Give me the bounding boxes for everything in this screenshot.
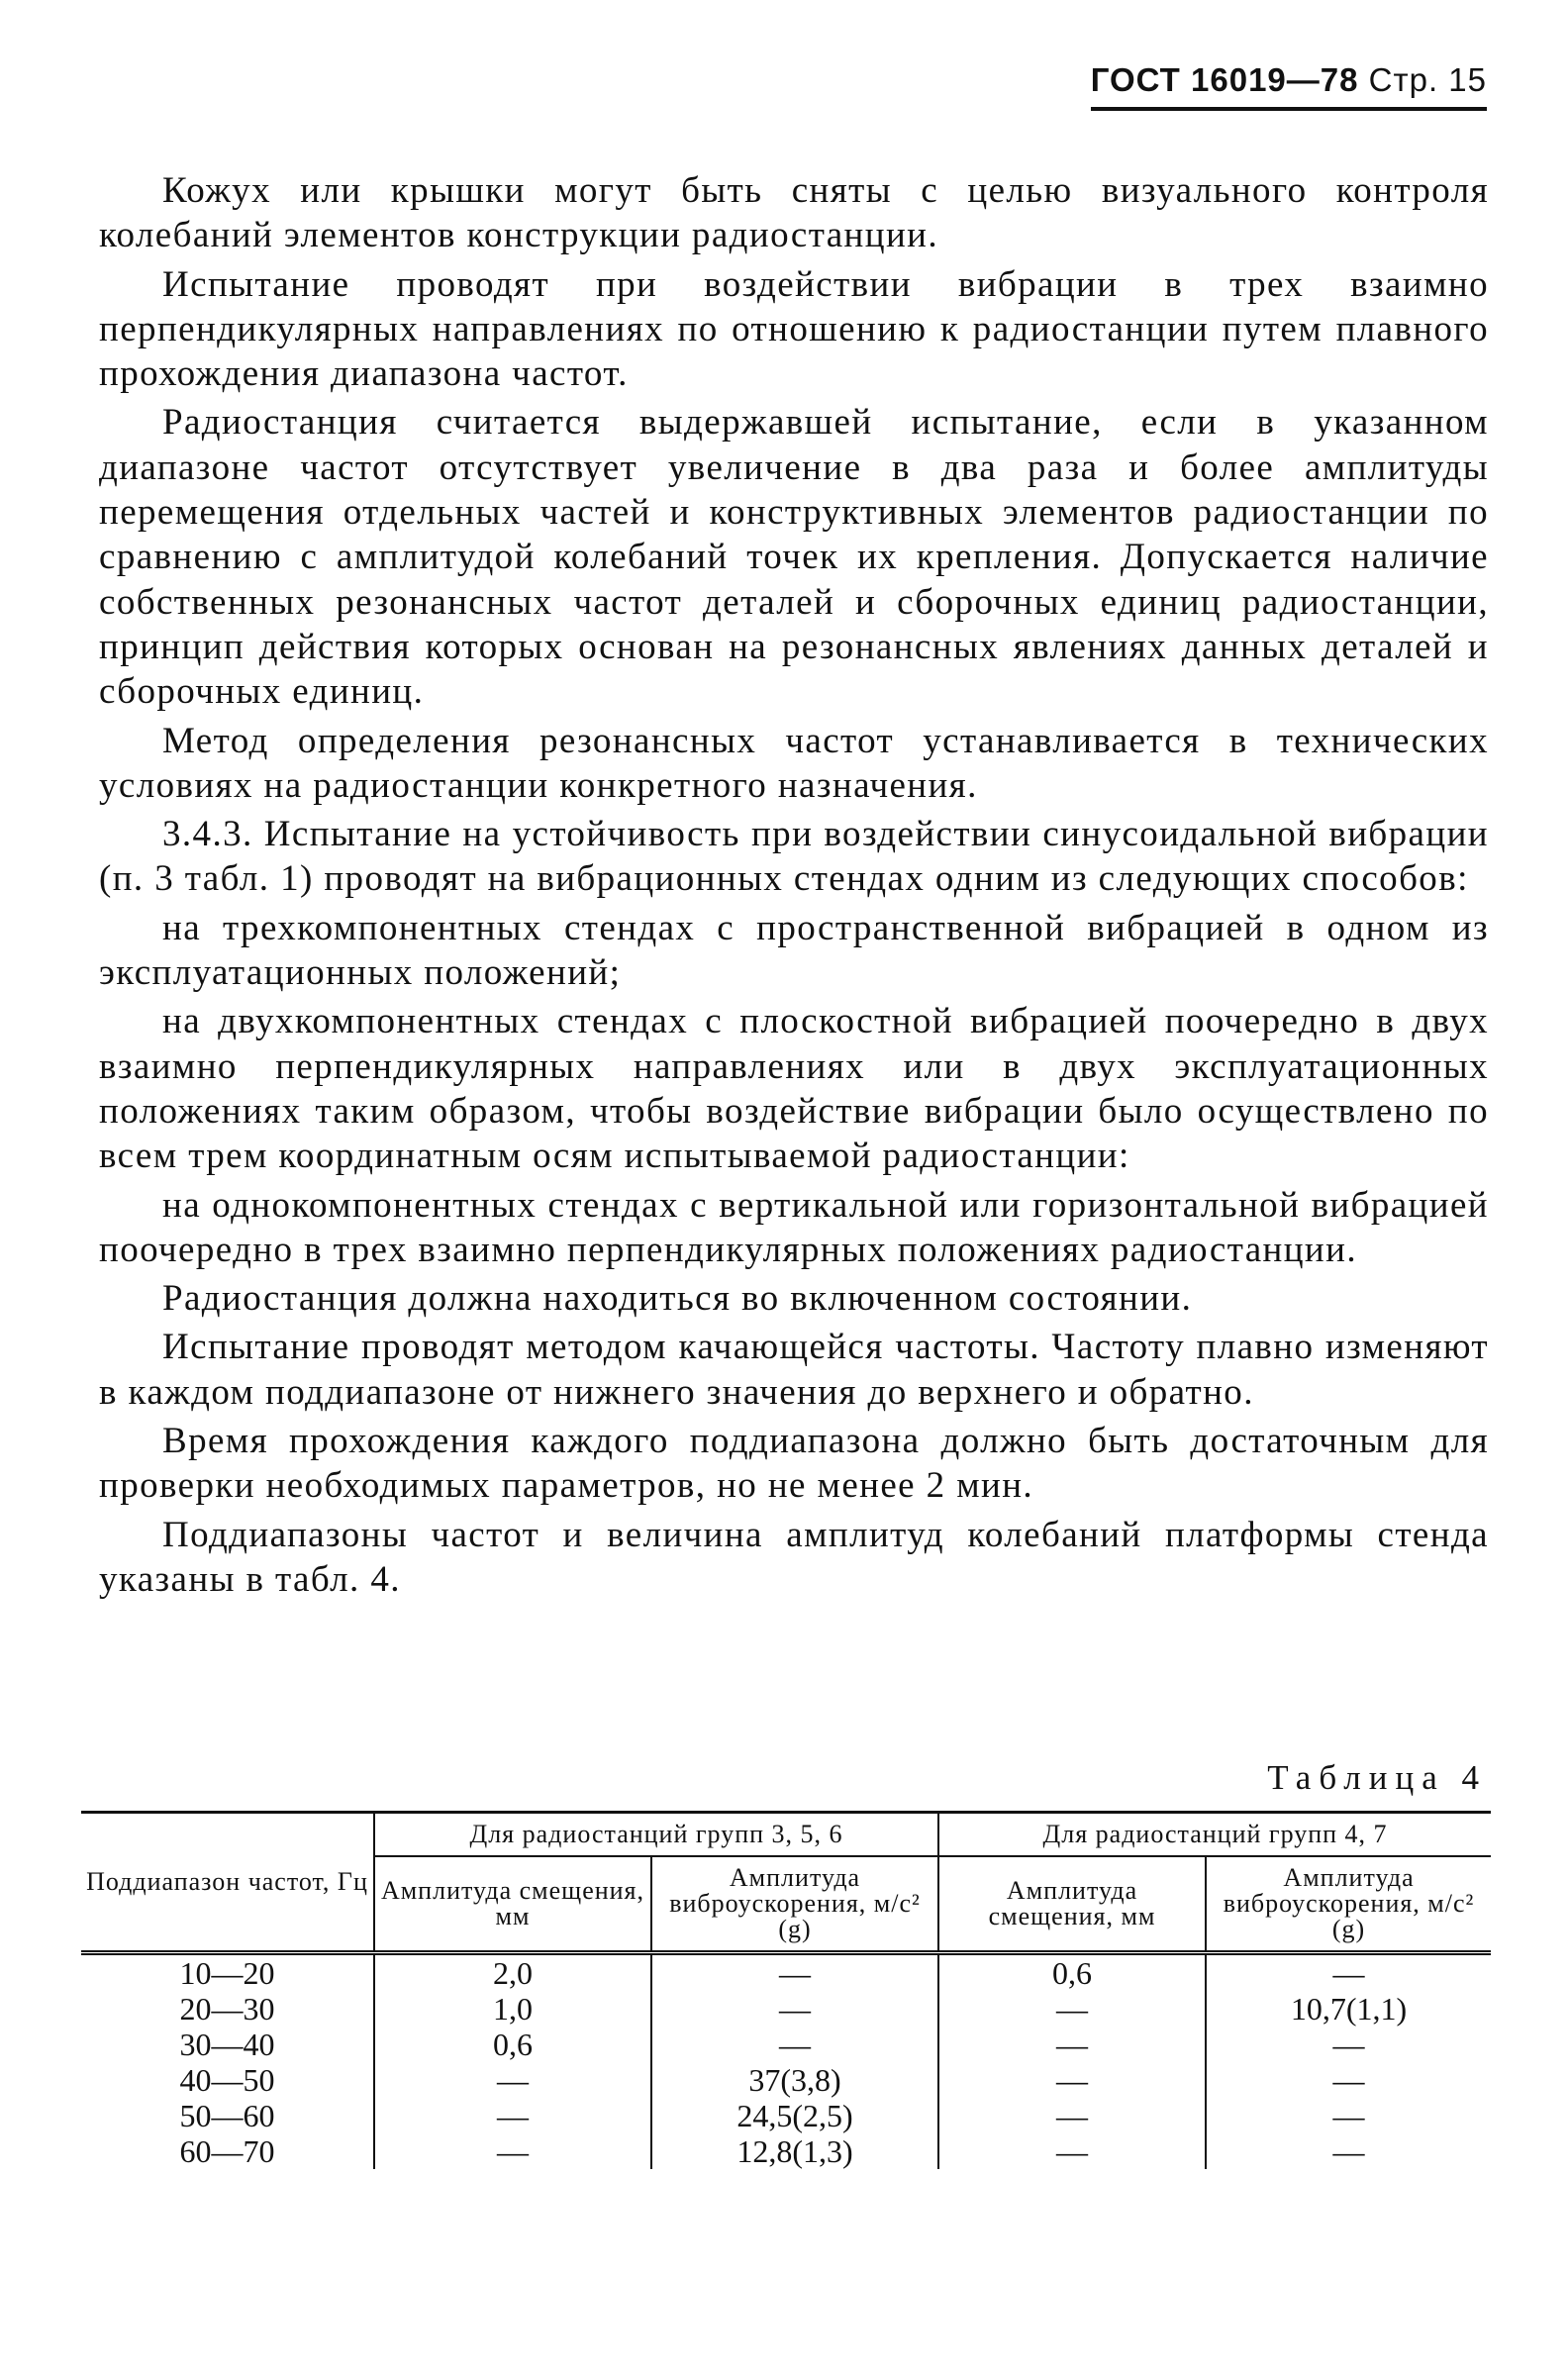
paragraph: 3.4.3. Испытание на устойчивость при воздействии синусоидальной вибрации (п. 3 табл. 1) проводят на вибрационных стендах одним из следующих способов: — [99, 814, 1489, 900]
cell-b-acceleration: 10,7(1,1) — [1206, 1991, 1491, 2027]
cell-b-acceleration: — — [1206, 2062, 1491, 2098]
cell-a-displacement: — — [374, 2062, 651, 2098]
table-caption: Таблица 4 — [1267, 1758, 1487, 1797]
cell-range: 30—40 — [179, 2027, 275, 2062]
cell-a-displacement: — — [374, 2098, 651, 2133]
header-b-displacement: Амплитуда смещения, мм — [938, 1856, 1206, 1953]
cell-b-acceleration: — — [1206, 2098, 1491, 2133]
paragraph: на однокомпонентных стендах с вертикальной или горизонтальной вибрацией поочередно в трех взаимно перпендикулярных положениях радиостанции. — [99, 1184, 1489, 1270]
paragraph: на трехкомпонентных стендах с пространственной вибрацией в одном из эксплуатационных положений; — [99, 907, 1489, 994]
cell-b-displacement: — — [938, 2027, 1206, 2062]
document-code: ГОСТ 16019—78 — [1090, 61, 1359, 98]
cell-a-displacement: 2,0 — [374, 1955, 651, 1991]
header-group-a: Для радиостанций групп 3, 5, 6 — [374, 1813, 938, 1857]
cell-b-acceleration: — — [1206, 1955, 1491, 1991]
cell-b-displacement: 0,6 — [938, 1955, 1206, 1991]
body-text — [99, 168, 1489, 1606]
page-header — [1091, 61, 1487, 111]
paragraph: Испытание проводят методом качающейся частоты. Частоту плавно изменяют в каждом поддиапазоне от нижнего значения до верхнего и обратно. — [99, 1327, 1489, 1413]
table-row — [81, 2062, 1491, 2098]
page-number: Стр. 15 — [1368, 61, 1487, 98]
cell-b-displacement: — — [938, 1991, 1206, 2027]
table-row — [81, 2133, 1491, 2169]
header-group-b: Для радиостанций групп 4, 7 — [938, 1813, 1491, 1857]
header-a-acceleration: Амплитуда виброускорения, м/с² (g) — [651, 1856, 938, 1953]
table-row — [81, 2098, 1491, 2133]
cell-a-acceleration: — — [651, 1991, 938, 2027]
cell-b-displacement: — — [938, 2133, 1206, 2169]
table-row — [81, 1991, 1491, 2027]
paragraph: на двухкомпонентных стендах с плоскостной вибрацией поочередно в двух взаимно перпендикулярных направлениях или в двух эксплуатационных положениях таким образом, чтобы воздействие вибрации было осуществлено по всем трем координатным осям испытываемой радиостанции: — [99, 1001, 1489, 1177]
table-row — [81, 1955, 1491, 1991]
cell-a-displacement: — — [374, 2133, 651, 2169]
cell-a-displacement: 1,0 — [374, 1991, 651, 2027]
paragraph: Метод определения резонансных частот устанавливается в технических условиях на радиостанции конкретного назначения. — [99, 720, 1489, 806]
header-a-displacement: Амплитуда смещения, мм — [374, 1856, 651, 1953]
paragraph: Кожух или крышки могут быть сняты с целью визуального контроля колебаний элементов конструкции радиостанции. — [99, 170, 1489, 256]
cell-a-acceleration: 24,5(2,5) — [651, 2098, 938, 2133]
cell-b-acceleration: — — [1206, 2133, 1491, 2169]
cell-a-displacement: 0,6 — [374, 2027, 651, 2062]
table-4 — [81, 1811, 1491, 2169]
table-row — [81, 2027, 1491, 2062]
header-frequency-range: Поддиапазон частот, Гц — [81, 1813, 374, 1953]
cell-a-acceleration: — — [651, 1955, 938, 1991]
header-b-acceleration: Амплитуда виброускорения, м/с² (g) — [1206, 1856, 1491, 1953]
cell-a-acceleration: 37(3,8) — [651, 2062, 938, 2098]
paragraph: Время прохождения каждого поддиапазона должно быть достаточным для проверки необходимых параметров, но не менее 2 мин. — [99, 1421, 1489, 1507]
cell-a-acceleration: 12,8(1,3) — [651, 2133, 938, 2169]
cell-b-displacement: — — [938, 2098, 1206, 2133]
cell-range: 60—70 — [179, 2133, 275, 2169]
cell-range: 50—60 — [179, 2098, 275, 2133]
paragraph: Поддиапазоны частот и величина амплитуд колебаний платформы стенда указаны в табл. 4. — [99, 1514, 1489, 1600]
cell-range: 20—30 — [179, 1991, 275, 2027]
cell-a-acceleration: — — [651, 2027, 938, 2062]
cell-b-acceleration: — — [1206, 2027, 1491, 2062]
cell-b-displacement: — — [938, 2062, 1206, 2098]
paragraph: Радиостанция считается выдержавшей испытание, если в указанном диапазоне частот отсутствует увеличение в два раза и более амплитуды перемещения отдельных частей и конструктивных элементов радиостанции по сравнению с амплитудой колебаний точек их крепления. Допускается наличие собственных резонансных частот деталей и сборочных единиц радиостанции, принцип действия которых основан на резонансных явлениях данных деталей и сборочных единиц. — [99, 402, 1489, 713]
paragraph: Испытание проводят при воздействии вибрации в трех взаимно перпендикулярных направлениях по отношению к радиостанции путем плавного прохождения диапазона частот. — [99, 263, 1489, 395]
cell-range: 10—20 — [179, 1955, 275, 1991]
cell-range: 40—50 — [179, 2062, 275, 2098]
paragraph: Радиостанция должна находиться во включенном состоянии. — [162, 1278, 1193, 1320]
